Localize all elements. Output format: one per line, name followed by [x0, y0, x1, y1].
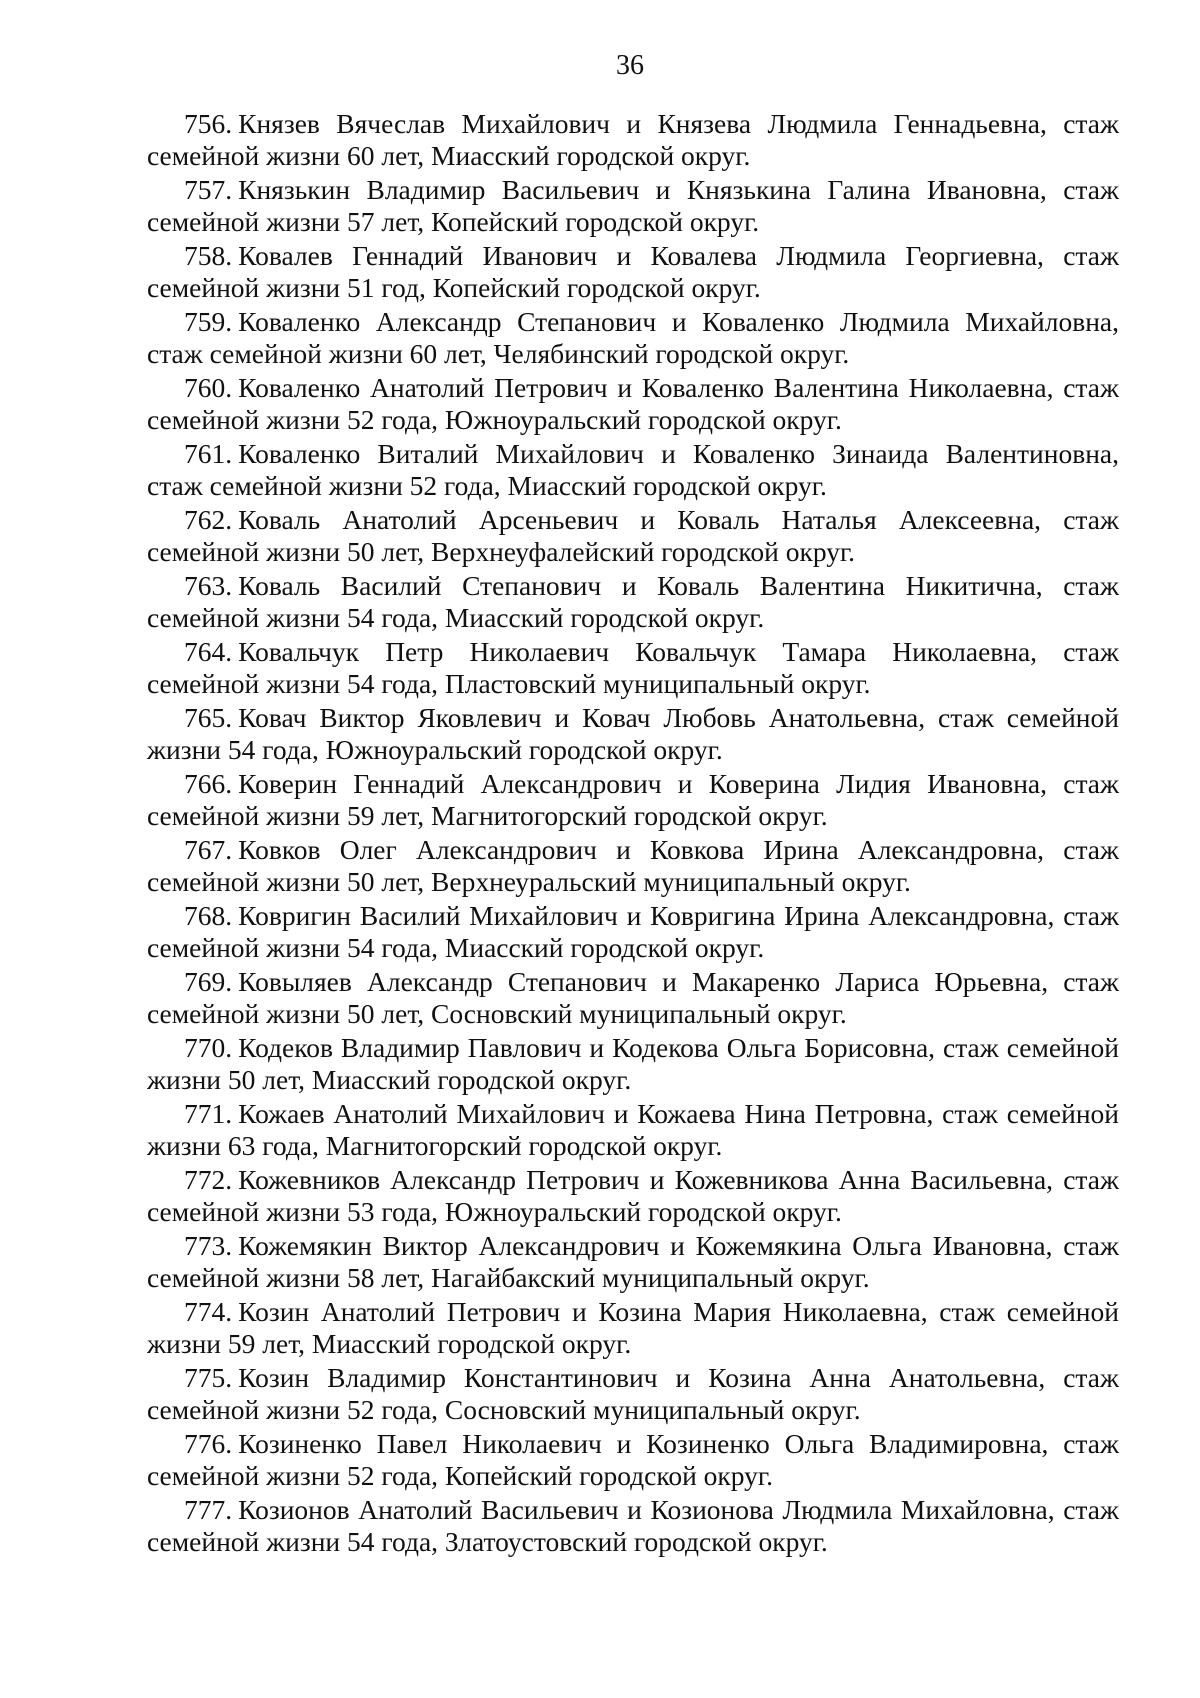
entry-number: 773. — [184, 1230, 233, 1261]
entries-list — [147, 108, 1119, 1558]
list-item — [147, 504, 1119, 568]
list-item — [147, 834, 1119, 898]
entry-number: 762. — [184, 504, 233, 535]
list-item — [147, 702, 1119, 766]
entry-text: Ковыляев Александр Степанович и Макаренко Лариса Юрьевна, стаж семейной жизни 50 лет, Сосновский муниципальный округ. — [147, 966, 1119, 1029]
list-item — [147, 1032, 1119, 1096]
list-item — [147, 372, 1119, 436]
entry-number: 757. — [184, 174, 233, 205]
entry-number: 761. — [184, 438, 233, 469]
entry-number: 758. — [184, 240, 233, 271]
entry-number: 776. — [184, 1428, 233, 1459]
entry-text: Ковальчук Петр Николаевич Ковальчук Тамара Николаевна, стаж семейной жизни 54 года, Пластовский муниципальный округ. — [147, 636, 1119, 699]
list-item — [147, 966, 1119, 1030]
entry-text: Коверин Геннадий Александрович и Коверина Лидия Ивановна, стаж семейной жизни 59 лет, Магнитогорский городской округ. — [147, 768, 1119, 831]
list-item — [147, 174, 1119, 238]
entry-text: Козин Анатолий Петрович и Козина Мария Николаевна, стаж семейной жизни 59 лет, Миасский городской округ. — [147, 1296, 1119, 1359]
entry-text: Ковригин Василий Михайлович и Ковригина Ирина Александровна, стаж семейной жизни 54 года, Миасский городской округ. — [147, 900, 1119, 963]
entry-text: Ковков Олег Александрович и Ковкова Ирина Александровна, стаж семейной жизни 50 лет, Верхнеуральский муниципальный округ. — [147, 834, 1119, 897]
entry-number: 772. — [184, 1164, 233, 1195]
entry-text: Кожаев Анатолий Михайлович и Кожаева Нина Петровна, стаж семейной жизни 63 года, Магнитогорский городской округ. — [147, 1098, 1119, 1161]
entry-text: Кожемякин Виктор Александрович и Кожемякина Ольга Ивановна, стаж семейной жизни 58 лет, Нагайбакский муниципальный округ. — [147, 1230, 1119, 1293]
list-item — [147, 1494, 1119, 1558]
entry-text: Коваленко Александр Степанович и Коваленко Людмила Михайловна, стаж семейной жизни 60 лет, Челябинский городской округ. — [147, 306, 1119, 369]
entry-text: Козионов Анатолий Васильевич и Козионова Людмила Михайловна, стаж семейной жизни 54 года, Златоустовский городской округ. — [147, 1494, 1119, 1557]
list-item — [147, 1296, 1119, 1360]
list-item — [147, 636, 1119, 700]
entry-text: Князькин Владимир Васильевич и Князькина Галина Ивановна, стаж семейной жизни 57 лет, Копейский городской округ. — [147, 174, 1119, 237]
entry-number: 777. — [184, 1494, 233, 1525]
entry-text: Коваль Василий Степанович и Коваль Валентина Никитична, стаж семейной жизни 54 года, Миасский городской округ. — [147, 570, 1119, 633]
entry-number: 769. — [184, 966, 233, 997]
entry-text: Козиненко Павел Николаевич и Козиненко Ольга Владимировна, стаж семейной жизни 52 года, Копейский городской округ. — [147, 1428, 1119, 1491]
entry-text: Коваль Анатолий Арсеньевич и Коваль Наталья Алексеевна, стаж семейной жизни 50 лет, Верхнеуфалейский городской округ. — [147, 504, 1119, 567]
page-number: 36 — [616, 50, 644, 81]
list-item — [147, 900, 1119, 964]
entry-text: Кодеков Владимир Павлович и Кодекова Ольга Борисовна, стаж семейной жизни 50 лет, Миасский городской округ. — [147, 1032, 1119, 1095]
entry-number: 770. — [184, 1032, 233, 1063]
list-item — [147, 306, 1119, 370]
list-item — [147, 240, 1119, 304]
entry-number: 765. — [184, 702, 233, 733]
entry-number: 759. — [184, 306, 233, 337]
entry-text: Князев Вячеслав Михайлович и Князева Людмила Геннадьевна, стаж семейной жизни 60 лет, Миасский городской округ. — [147, 108, 1119, 171]
entry-number: 775. — [184, 1362, 233, 1393]
entry-text: Кожевников Александр Петрович и Кожевникова Анна Васильевна, стаж семейной жизни 53 года, Южноуральский городской округ. — [147, 1164, 1119, 1227]
list-item — [147, 1164, 1119, 1228]
list-item — [147, 768, 1119, 832]
list-item — [147, 1230, 1119, 1294]
list-item — [147, 1098, 1119, 1162]
list-item — [147, 570, 1119, 634]
entry-number: 763. — [184, 570, 233, 601]
entry-text: Козин Владимир Константинович и Козина Анна Анатольевна, стаж семейной жизни 52 года, Сосновский муниципальный округ. — [147, 1362, 1119, 1425]
entry-text: Коваленко Виталий Михайлович и Коваленко Зинаида Валентиновна, стаж семейной жизни 52 года, Миасский городской округ. — [147, 438, 1119, 501]
list-item — [147, 438, 1119, 502]
entry-number: 774. — [184, 1296, 233, 1327]
list-item — [147, 1362, 1119, 1426]
entry-number: 767. — [184, 834, 233, 865]
entry-number: 771. — [184, 1098, 233, 1129]
entry-number: 764. — [184, 636, 233, 667]
entry-number: 760. — [184, 372, 233, 403]
list-item — [147, 1428, 1119, 1492]
list-item — [147, 108, 1119, 172]
entry-number: 756. — [184, 108, 233, 139]
entry-text: Ковач Виктор Яковлевич и Ковач Любовь Анатольевна, стаж семейной жизни 54 года, Южноуральский городской округ. — [147, 702, 1119, 765]
entry-number: 768. — [184, 900, 233, 931]
entry-text: Ковалев Геннадий Иванович и Ковалева Людмила Георгиевна, стаж семейной жизни 51 год, Копейский городской округ. — [147, 240, 1119, 303]
entry-number: 766. — [184, 768, 233, 799]
entry-text: Коваленко Анатолий Петрович и Коваленко Валентина Николаевна, стаж семейной жизни 52 года, Южноуральский городской округ. — [147, 372, 1119, 435]
